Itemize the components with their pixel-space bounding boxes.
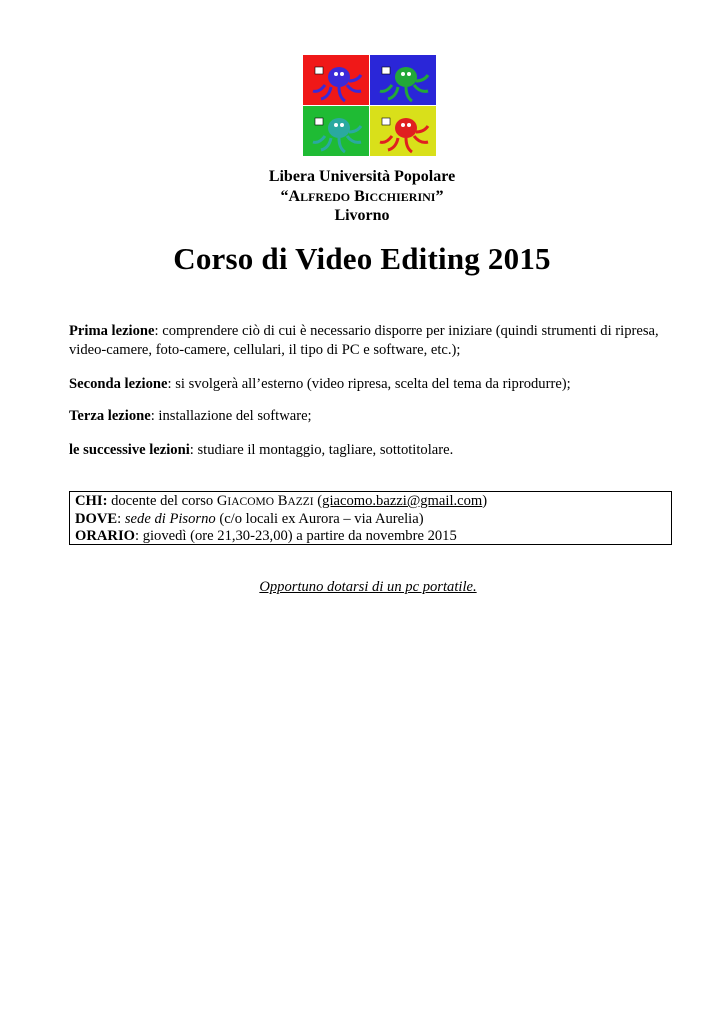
- chi-text: docente del corso: [107, 493, 217, 509]
- laptop-note: Opportuno dotarsi di un pc portatile.: [259, 579, 477, 595]
- close-quote: ”: [435, 188, 444, 205]
- dove-text: (c/o locali ex Aurora – via Aurelia): [215, 511, 424, 527]
- page-title: Corso di Video Editing 2015: [173, 241, 551, 276]
- teacher-last-rest: AZZI: [287, 496, 314, 508]
- dove-colon: :: [117, 511, 125, 527]
- lesson-text: : installazione del software;: [150, 408, 312, 424]
- orario-label: ORARIO: [75, 528, 135, 544]
- info-dove: [75, 511, 671, 528]
- chi-label: CHI:: [75, 493, 108, 509]
- email-close: ): [482, 493, 488, 509]
- info-box: [69, 491, 672, 545]
- dove-label: DOVE: [75, 511, 118, 527]
- subtitle-rest-b: ICCHIERINI: [364, 190, 436, 204]
- lesson-text: : studiare il montaggio, tagliare, sottotitolare.: [189, 442, 454, 458]
- octopus-logo-icon: [303, 55, 436, 156]
- lesson-label: Seconda lezione: [69, 376, 168, 392]
- org-name: Libera Università Popolare: [268, 168, 456, 185]
- open-quote: “: [280, 188, 289, 205]
- subtitle-rest-a: LFREDO: [300, 190, 351, 204]
- lesson-2: [69, 375, 669, 394]
- org-city: Livorno: [334, 207, 390, 224]
- teacher-initial-b: B: [274, 493, 288, 509]
- info-chi: [75, 493, 671, 511]
- teacher-initial-g: G: [216, 493, 228, 509]
- lesson-4: [69, 441, 669, 460]
- org-subtitle: [0, 188, 724, 206]
- subtitle-initial-b: B: [354, 188, 365, 205]
- teacher-first-rest: IACOMO: [227, 496, 275, 508]
- orario-text: : giovedì (ore 21,30-23,00) a partire da novembre 2015: [135, 528, 457, 544]
- lesson-text: : comprendere ciò di cui è necessario disporre per iniziare (quindi strumenti di ripresa, video-camere, foto-camere, cellulari, il tipo di PC e software, etc.);: [69, 323, 659, 358]
- lesson-label: Terza lezione: [69, 408, 151, 424]
- lesson-label: le successive lezioni: [69, 442, 190, 458]
- info-orario: [75, 528, 671, 545]
- dove-place: sede di Pisorno: [124, 511, 216, 527]
- lesson-text: : si svolgerà all’esterno (video ripresa, scelta del tema da riprodurre);: [167, 376, 571, 392]
- subtitle-initial-a: A: [288, 188, 301, 205]
- lesson-3: [69, 407, 669, 426]
- email-link[interactable]: giacomo.bazzi@gmail.com: [322, 493, 483, 509]
- email-open: (: [313, 493, 323, 509]
- lesson-label: Prima lezione: [69, 323, 155, 339]
- lesson-1: [69, 322, 669, 360]
